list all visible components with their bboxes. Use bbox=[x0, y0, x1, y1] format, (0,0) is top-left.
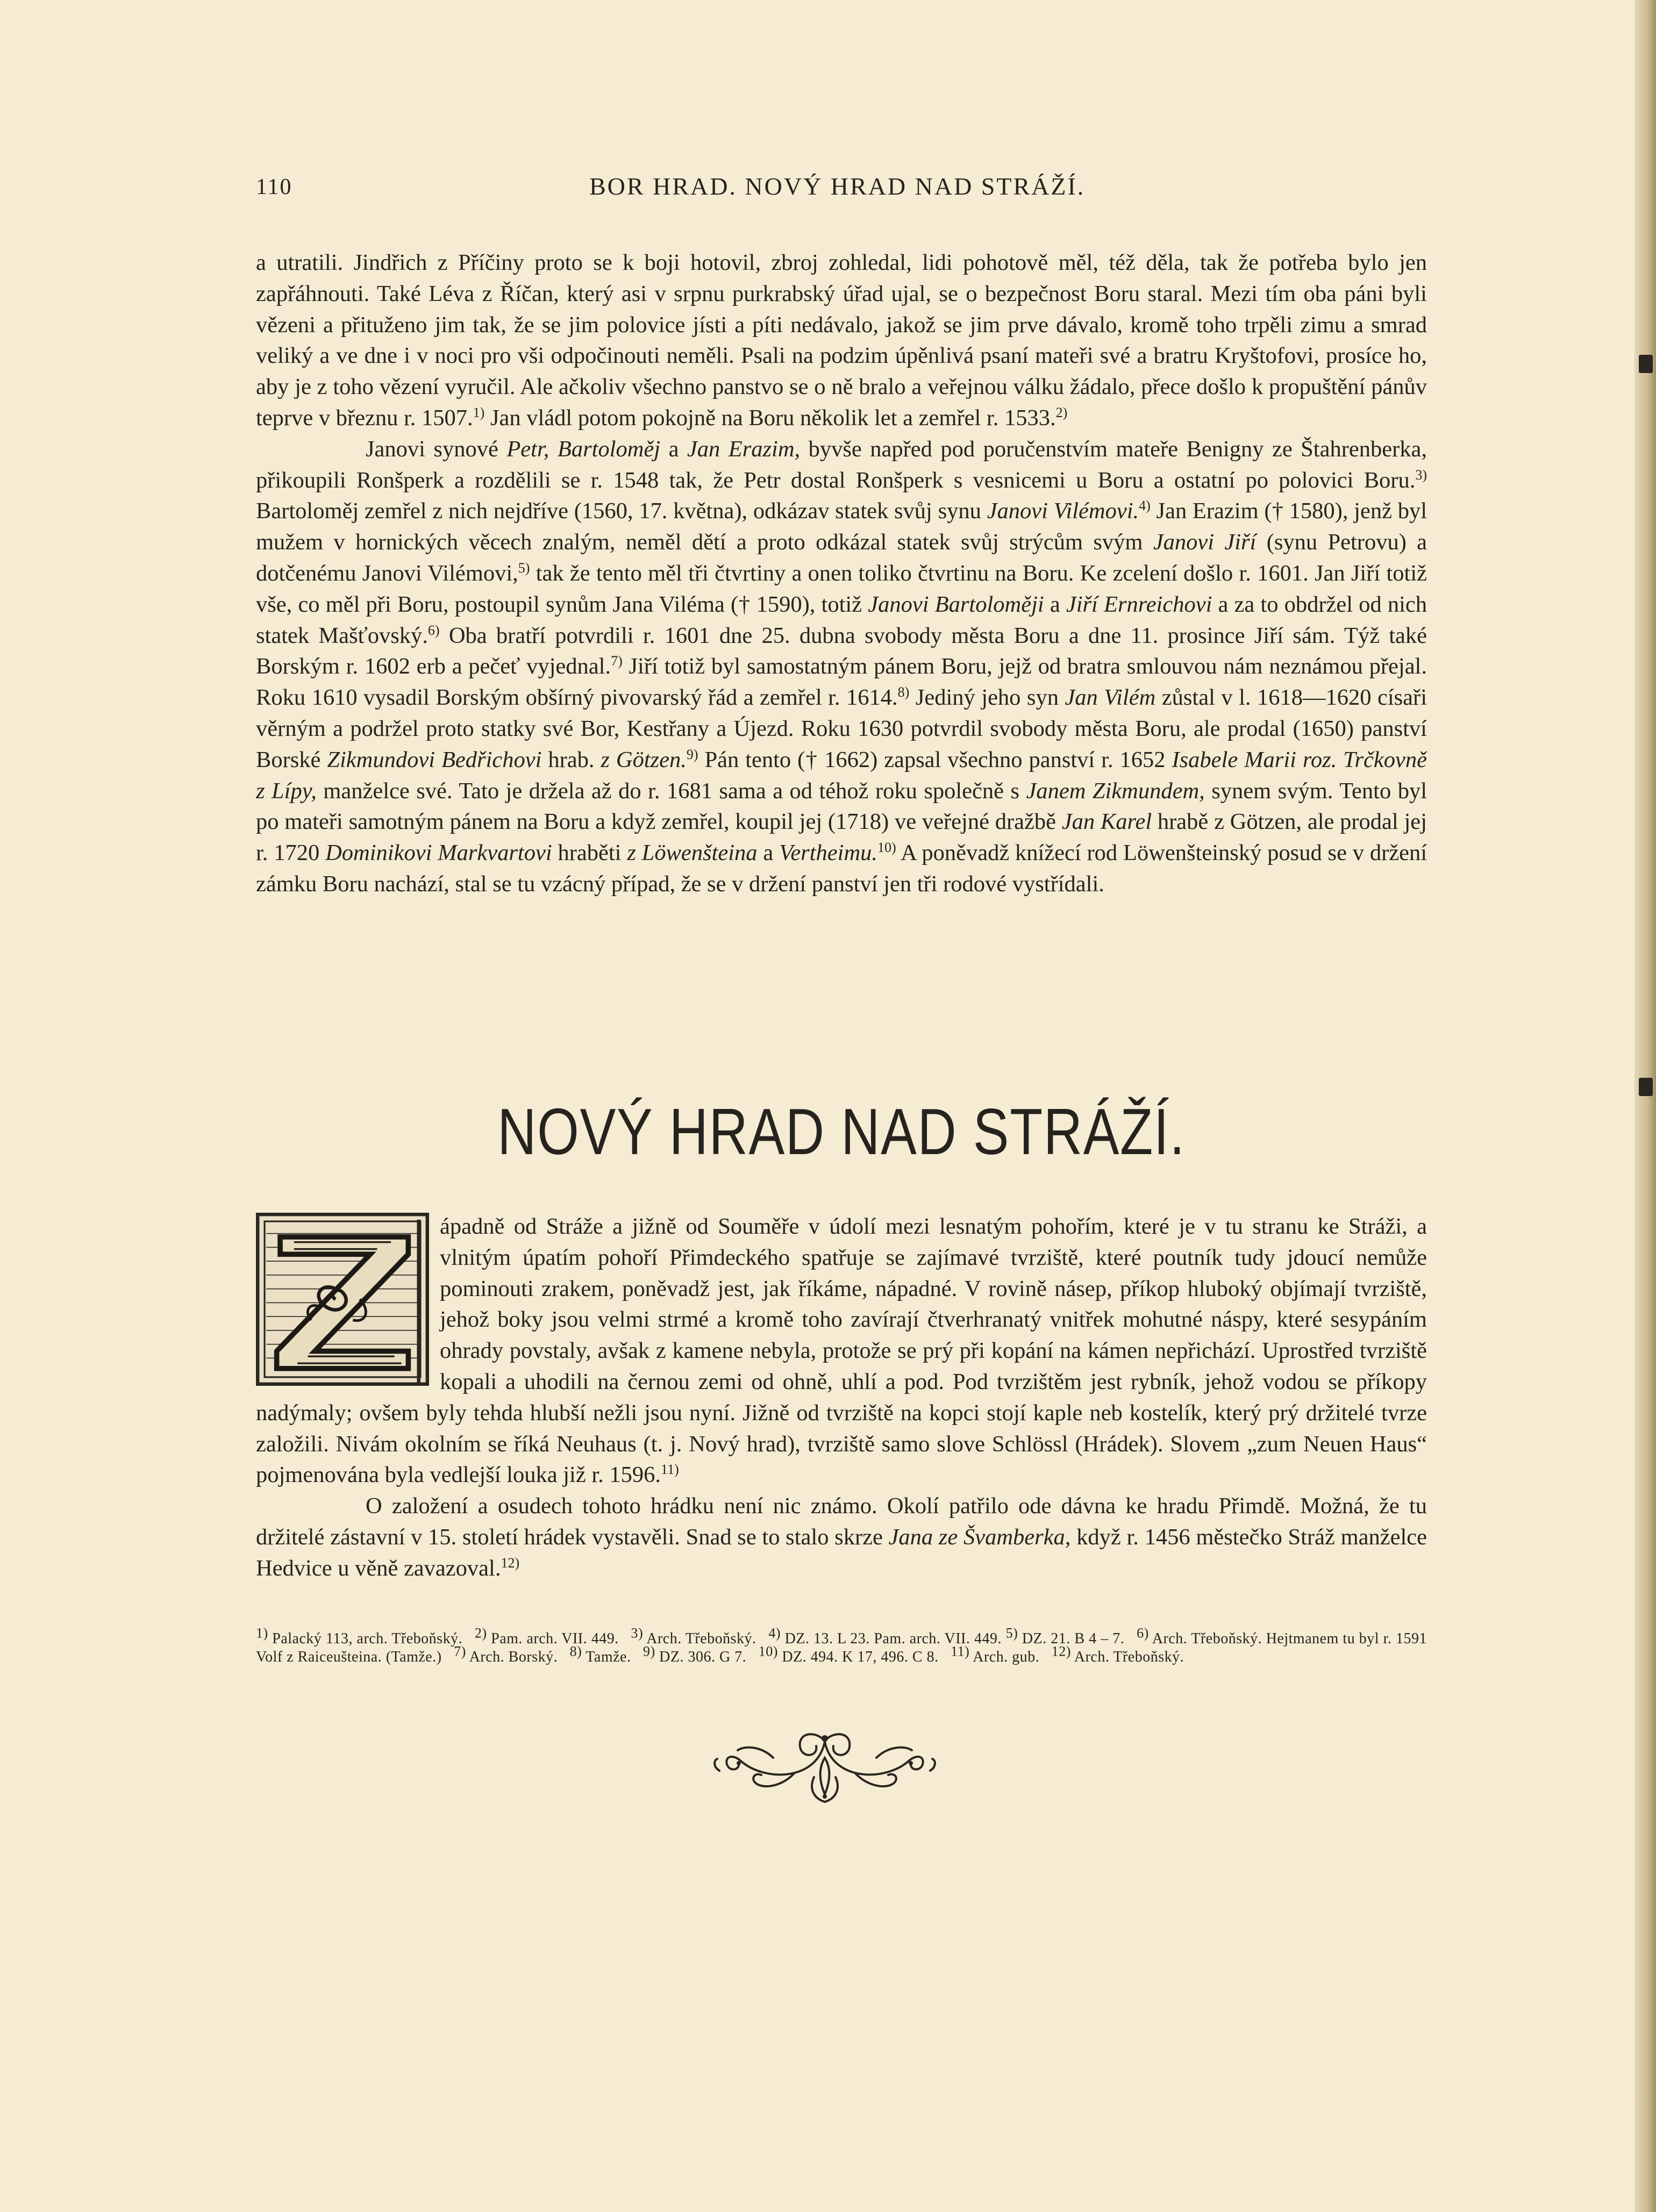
page-header bbox=[256, 172, 1427, 204]
running-head: BOR HRAD. NOVÝ HRAD NAD STRÁŽÍ. bbox=[589, 173, 1086, 200]
text-run: hrabě z Götzen, ale prodal jej r. 1720 bbox=[256, 809, 1427, 866]
text-italic: Jana ze Švamberka, bbox=[888, 1524, 1071, 1550]
footnote: $^{5)}$ DZ. 21. B 4 – 7. bbox=[1005, 1625, 1125, 1647]
footnote-ref: 9) bbox=[686, 746, 698, 762]
text-run: synem svým. Tento byl po mateři samotným pánem na Boru a když zemřel, koupil jej (1718) ve veřejné dražbě bbox=[256, 778, 1427, 835]
text-run: když r. 1456 městečko Stráž manželce Hedvice u věně zavazoval. bbox=[256, 1524, 1427, 1581]
bor-paragraph-2 bbox=[256, 434, 1427, 900]
footnote: $^{10)}$ DZ. 494. K 17, 496. C 8. bbox=[758, 1643, 939, 1665]
text-run: byvše napřed pod poručenstvím mateře Benigny ze Štahrenberka, přikoupili Ronšperk a rozdělili se r. 1548 tak, že Petr dostal Ronšperk s vesnicemi u Boru a ostatní po polovici Boru. bbox=[256, 436, 1427, 493]
text-run: Bartoloměj zemřel z nich nejdříve (1560, 17. května), odkázav statek svůj synu bbox=[256, 498, 987, 524]
text-italic: Zikmundovi Bedřichovi bbox=[327, 747, 542, 772]
footnote-ref: 1) bbox=[473, 404, 485, 420]
text-run: a bbox=[660, 436, 687, 462]
section-title: NOVÝ HRAD NAD STRÁŽÍ. bbox=[497, 1095, 1186, 1168]
footnote-ref: 8) bbox=[897, 684, 910, 700]
footnote: $^{7)}$ Arch. Borský. bbox=[454, 1643, 558, 1665]
text-italic: Petr, Bartoloměj bbox=[506, 436, 661, 462]
text-run: Jan Erazim († 1580), jenž byl mužem v hornických věcech znalým, neměl dětí a proto odkázal statek svůj strýcům svým bbox=[256, 498, 1427, 555]
text-italic: Jiří Ernreichovi bbox=[1066, 591, 1212, 617]
page-number: 110 bbox=[256, 175, 292, 199]
footnote: $^{8)}$ Tamže. bbox=[569, 1643, 631, 1665]
footnote-ref: 6) bbox=[427, 622, 440, 638]
footnote-ref: 11) bbox=[661, 1462, 679, 1478]
novy-hrad-paragraph-2 bbox=[256, 1491, 1427, 1584]
novy-hrad-text bbox=[256, 1211, 1427, 1584]
footnote: $^{1)}$ Palacký 113, arch. Třeboňský. bbox=[256, 1625, 463, 1647]
text-italic: Janovi Jiří bbox=[1153, 529, 1257, 555]
text-italic: Vertheimu. bbox=[779, 840, 878, 866]
footnote: $^{9)}$ DZ. 306. G 7. bbox=[643, 1643, 747, 1665]
text-italic: Isabele Marii roz. Trčkovně z Lípy, bbox=[256, 747, 1427, 804]
edge-mark bbox=[1639, 355, 1653, 373]
text-run: A poněvadž knížecí rod Löwenšteinský posud se v držení zámku Boru nachází, stal se tu vzácný případ, že se v držení panství jen tři rodové vystřídali. bbox=[256, 840, 1427, 897]
text-italic: Janovi Vilémovi. bbox=[987, 498, 1139, 524]
footnote-ref: 7) bbox=[611, 653, 623, 669]
text-run: Janovi synové bbox=[366, 436, 507, 462]
footnote-ref: 12) bbox=[501, 1555, 520, 1571]
text-run: ápadně od Stráže a jižně od Souměře v údolí mezi lesnatým pohořím, které je v tu stranu ke Stráži, a vlnitým úpatím pohoří Přimdeckého spatřuje se zajímavé tvrziště, které poutník tudy jdoucí nemůže pominouti zrakem, poněvadž jest, jak říkáme, nápadné. V rovině násep, příkop hluboký objímají tvrziště, jehož boky jsou velmi strmé a kromě toho zavírají čtverhranatý vnitřek mohutné náspy, které sesypáním ohrady povstaly, avšak z kamene nebyla, protože se prý při kopání na kámen nepřichází. Uprostřed tvrziště kopali a uhodili na černou zemi od ohně, uhlí a pod. Pod tvrzištěm jest rybník, jehož vodou se příkopy nadýmaly; ovšem byly tehda hlubší nežli jsou nyní. Jižně od tvrziště na kopci stojí kaple neb kostelík, který prý držitelé tvrze založili. Nivám okolním se říká Neuhaus (t. j. Nový hrad), tvrziště samo slove Schlössl (Hrádek). Slovem „zum Neuen Haus“ pojmenována byla vedlejší louka již r. 1596. bbox=[256, 1214, 1427, 1488]
tailpiece-ornament-icon bbox=[709, 1726, 941, 1806]
page-edge bbox=[1634, 0, 1656, 2212]
footnote: $^{12)}$ Arch. Třeboňský. bbox=[1051, 1643, 1184, 1665]
footnote-ref: 5) bbox=[518, 560, 530, 576]
text-italic: z Götzen. bbox=[601, 747, 687, 772]
text-run: Jiří totiž byl samostatným pánem Boru, jejž od bratra smlouvou nám neznámou přejal. Roku 1610 vysadil Borským obšírný pivovarský řád a zemřel r. 1614. bbox=[256, 654, 1427, 711]
bor-text bbox=[256, 247, 1427, 900]
edge-mark bbox=[1639, 1078, 1653, 1096]
text-run: Jediný jeho syn bbox=[909, 685, 1065, 711]
footnote-ref: 2) bbox=[1055, 404, 1068, 420]
footnote: $^{11)}$ Arch. gub. bbox=[951, 1643, 1040, 1665]
text-italic: Jan Erazim, bbox=[687, 436, 801, 462]
footnote-ref: 10) bbox=[877, 839, 896, 855]
footnotes bbox=[256, 1625, 1427, 1666]
text-italic: Janovi Bartoloměji bbox=[868, 591, 1044, 617]
text-run: a bbox=[1044, 591, 1066, 617]
bor-paragraph-1 bbox=[256, 247, 1427, 434]
footnote-ref: 4) bbox=[1139, 498, 1151, 514]
dropcap-z-illustration bbox=[256, 1213, 429, 1386]
footnote: $^{3)}$ Arch. Třeboňský. bbox=[631, 1625, 756, 1647]
text-run: hraběti bbox=[552, 840, 627, 866]
text-run: a za to obdržel od nich statek Mašťovský. bbox=[256, 591, 1427, 648]
text-run: tak že tento měl tři čtvrtiny a onen toliko čtvrtinu na Boru. Ke zcelení došlo r. 1601. Jan Jiří totiž vše, co měl při Boru, postoupil synům Jana Viléma († 1590), totiž bbox=[256, 560, 1427, 617]
text-run: Oba bratří potvrdili r. 1601 dne 25. dubna svobody města Boru a dne 11. prosince Jiří sám. Týž také Borským r. 1602 erb a pečeť vyjednal. bbox=[256, 622, 1427, 679]
text-run: Pán tento († 1662) zapsal všechno panství r. 1652 bbox=[698, 747, 1172, 772]
text-run: (synu Petrovu) a dotčenému Janovi Vilémovi, bbox=[256, 529, 1427, 586]
text-run: zůstal v l. 1618—1620 císaři věrným a podržel proto statky své Bor, Kestřany a Újezd. Roku 1630 potvrdil svobody města Boru, ale prodal (1650) panství Borské bbox=[256, 685, 1427, 772]
text-run: a bbox=[757, 840, 780, 866]
text-italic: Janem Zikmundem, bbox=[1026, 778, 1205, 804]
text-run: hrab. bbox=[541, 747, 601, 772]
text-italic: Jan Karel bbox=[1061, 809, 1152, 835]
text-run: O založení a osudech tohoto hrádku není nic známo. Okolí patřilo ode dávna ke hradu Přimdě. Možná, že tu držitelé zástavní v 15. století hrádek vystavěli. Snad se to stalo skrze bbox=[256, 1493, 1427, 1550]
text-run: Jan vládl potom pokojně na Boru několik let a zemřel r. 1533. bbox=[484, 405, 1056, 431]
footnote-ref: 3) bbox=[1415, 467, 1427, 483]
text-run: a utratili. Jindřich z Příčiny proto se k boji hotovil, zbroj zohledal, lidi pohotově měl, též děla, tak že potřeba bylo jen zapřáhnouti. Také Léva z Říčan, který asi v srpnu purkrabský úřad ujal, se o bezpečnost Boru staral. Mezi tím oba páni byli vězeni a přituženo jim tak, že se jim polovice jísti a píti nedávalo, jakož se jim prve dávalo, kromě toho trpěli zimu a smrad veliký a ve dne i v noci pro vši odpočinouti neměli. Psali na podzim úpěnlivá psaní mateři své a bratru Kryštofovi, prosíce ho, aby je z toho vězení vyručil. Ale ačkoliv všechno panstvo se o ně bralo a veřejnou válku žádalo, přece došlo k propuštění pánův teprve v březnu r. 1507. bbox=[256, 250, 1427, 431]
novy-hrad-paragraph-1 bbox=[256, 1211, 1427, 1491]
text-italic: Dominikovi Markvartovi bbox=[325, 840, 552, 866]
text-italic: Jan Vilém bbox=[1065, 685, 1156, 711]
text-run: manželce své. Tato je držela až do r. 1681 sama a od téhož roku společně s bbox=[316, 778, 1026, 804]
footnote: $^{4)}$ DZ. 13. L 23. Pam. arch. VII. 449. bbox=[768, 1625, 1002, 1647]
footnote: $^{6)}$ Arch. Třeboňský. Hejtmanem tu byl r. 1591 Volf z Raiceušteina. (Tamže.) bbox=[256, 1625, 1427, 1665]
footnote: $^{2)}$ Pam. arch. VII. 449. bbox=[474, 1625, 619, 1647]
text-italic: z Löwenšteina bbox=[627, 840, 758, 866]
